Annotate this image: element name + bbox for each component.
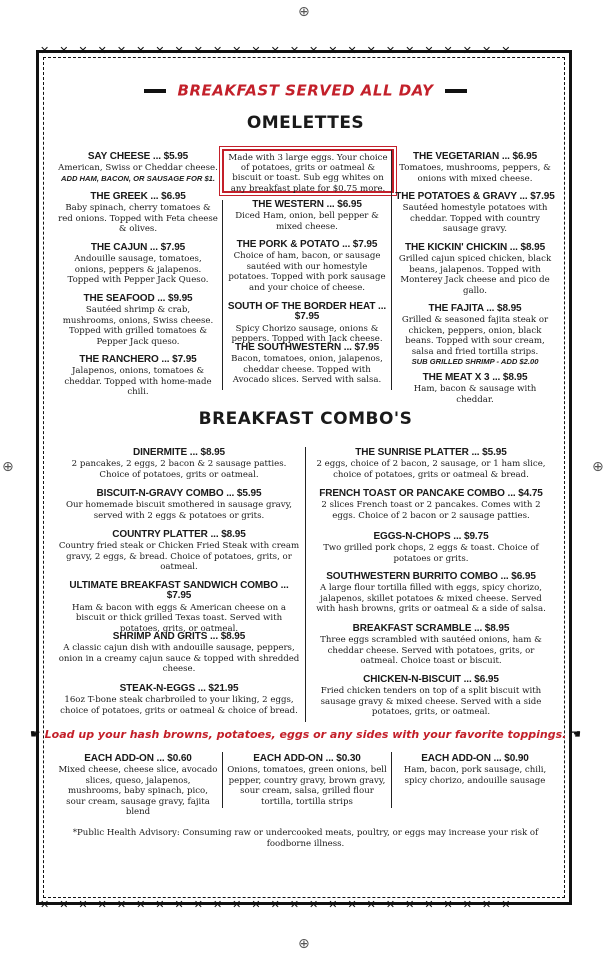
item-desc: Three eggs scrambled with sautéed onions, ham & cheddar cheese. Served with potatoes, grits, or oatmeal. Choice toast or biscuit.: [320, 635, 542, 667]
banner-rule-left: [144, 89, 166, 93]
menu-item-the-seafood: [58, 294, 218, 347]
health-advisory: *Public Health Advisory: Consuming raw or undercooked meats, poultry, or eggs may increase your risk of foodborne illness.: [72, 828, 539, 849]
menu-item-pork-and-potato: [228, 240, 386, 293]
combo-divider: [305, 447, 306, 722]
item-name: EACH ADD-ON ... $0.90: [421, 753, 529, 764]
item-desc: Ham, bacon, pork sausage, chili, spicy chorizo, andouille sausage: [403, 765, 547, 786]
item-desc: Two grilled pork chops, 2 eggs & toast. Choice of potatoes or grits.: [323, 543, 539, 564]
menu-item-steak-n-eggs: [58, 684, 300, 716]
item-desc: Jalapenos, onions, tomatoes & cheddar. Topped with home-made chili.: [64, 366, 212, 398]
item-name: THE SEAFOOD ... $9.95: [83, 293, 193, 304]
menu-item-country-platter: [58, 530, 300, 573]
menu-item-sunrise-platter: [310, 448, 552, 480]
item-desc: Bacon, tomatoes, onion, jalapenos, cheddar cheese. Topped with Avocado slices. Served with salsa.: [231, 354, 383, 386]
item-name: THE MEAT X 3 ... $8.95: [422, 372, 528, 383]
menu-item-the-vegetarian: [394, 152, 556, 184]
item-name: THE WESTERN ... $6.95: [252, 199, 362, 210]
omelette-divider-right: [391, 150, 392, 390]
item-name: CHICKEN-N-BISCUIT ... $6.95: [363, 674, 499, 685]
item-desc: A classic cajun dish with andouille sausage, peppers, onion in a creamy cajun sauce & topped with shredded cheese.: [58, 643, 300, 675]
item-desc: Diced Ham, onion, bell pepper & mixed cheese.: [235, 211, 379, 232]
pointing-hand-right-icon: ☛: [29, 727, 41, 741]
menu-item-the-meat-x3: [394, 373, 556, 405]
item-desc: Country fried steak or Chicken Fried Steak with cream gravy, 2 eggs, & bread. Choice of potatoes, grits, or oatmeal.: [58, 541, 300, 573]
item-name: THE PORK & POTATO ... $7.95: [236, 239, 378, 250]
item-desc: 16oz T-bone steak charbroiled to your liking, 2 eggs, choice of potatoes, grits or oatmeal & choice of bread.: [60, 695, 298, 716]
item-desc: 2 pancakes, 2 eggs, 2 bacon & 2 sausage patties. Choice of potatoes, grits or oatmeal.: [71, 459, 287, 480]
item-desc: 2 eggs, choice of 2 bacon, 2 sausage, or 1 ham slice, choice of potatoes, grits or oatmeal & bread.: [316, 459, 546, 480]
item-name: ULTIMATE BREAKFAST SANDWICH COMBO ... $7.95: [69, 580, 289, 602]
item-name: THE CAJUN ... $7.95: [90, 242, 186, 253]
item-desc: Baby spinach, cherry tomatoes & red onions. Topped with Feta cheese & olives.: [58, 203, 218, 235]
item-name: THE SUNRISE PLATTER ... $5.95: [355, 447, 507, 458]
crop-mark-top: ⊕: [298, 4, 310, 20]
menu-item-chicken-n-biscuit: [310, 675, 552, 718]
omelette-info-box: Made with 3 large eggs. Your choice of potatoes, grits or oatmeal & biscuit or toast. Sub egg whites on any breakfast plate for $0.75 more.: [222, 149, 394, 193]
item-desc: Our homemade biscuit smothered in sausage gravy, served with 2 eggs & potatoes or grits.: [65, 500, 293, 521]
crop-mark-bottom: ⊕: [298, 936, 310, 952]
item-note: ADD HAM, BACON, OR SAUSAGE FOR $1.: [61, 173, 215, 183]
item-desc: Tomatoes, mushrooms, peppers, & onions with mixed cheese.: [399, 163, 551, 184]
item-name: SHRIMP AND GRITS ... $8.95: [112, 631, 246, 642]
addon-divider-right: [391, 752, 392, 808]
menu-item-the-fajita: [394, 304, 556, 367]
item-name: SOUTH OF THE BORDER HEAT ... $7.95: [227, 301, 387, 323]
addon-060: [58, 754, 218, 817]
tagline-text: Load up your hash browns, potatoes, eggs or any sides with your favorite toppings.: [44, 728, 567, 741]
item-name: EACH ADD-ON ... $0.60: [84, 753, 192, 764]
menu-item-shrimp-and-grits: [58, 632, 300, 675]
item-desc: Sautéed homestyle potatoes with cheddar. Topped with country sausage gravy.: [402, 203, 548, 235]
item-desc: Onions, tomatoes, green onions, bell pepper, country gravy, brown gravy, sour cream, salsa, grilled flour tortilla, tortilla strips: [227, 765, 387, 807]
addon-030: [226, 754, 388, 807]
item-desc: 2 slices French toast or 2 pancakes. Comes with 2 eggs. Choice of 2 bacon or 2 sausage patties.: [321, 500, 541, 521]
item-desc: A large flour tortilla filled with eggs, spicy chorizo, jalapenos, skillet potatoes & mixed cheese. Served with hash browns, grits or oatmeal & a side of salsa.: [316, 583, 546, 615]
item-desc: Grilled cajun spiced chicken, black beans, jalapenos. Topped with Monterey Jack cheese and pico de gallo.: [398, 254, 552, 296]
menu-item-biscuit-n-gravy: [58, 489, 300, 521]
menu-item-southwestern-burrito: [310, 572, 552, 615]
toppings-tagline: [0, 727, 611, 741]
banner-rule-right: [445, 89, 467, 93]
item-desc: Mixed cheese, cheese slice, avocado slices, queso, jalapenos, mushrooms, baby spinach, pico, sour cream, sausage gravy, fajita blend: [58, 765, 218, 818]
item-name: THE RANCHERO ... $7.95: [79, 354, 197, 365]
pointing-hand-left-icon: ☚: [570, 727, 582, 741]
item-name: BISCUIT-N-GRAVY COMBO ... $5.95: [96, 488, 262, 499]
item-name: STEAK-N-EGGS ... $21.95: [119, 683, 239, 694]
barb-top: ✕✕✕✕✕✕✕✕✕✕✕✕✕✕✕✕✕✕✕✕✕✕✕✕✕: [40, 45, 521, 56]
menu-item-say-cheese: [58, 152, 218, 184]
menu-item-french-toast-combo: [310, 489, 552, 521]
menu-item-breakfast-scramble: [310, 624, 552, 667]
item-name: THE SOUTHWESTERN ... $7.95: [234, 342, 380, 353]
addon-090: [394, 754, 556, 786]
item-name: SOUTHWESTERN BURRITO COMBO ... $6.95: [326, 571, 536, 582]
item-name: DINERMITE ... $8.95: [132, 447, 226, 458]
item-desc: American, Swiss or Cheddar cheese.: [58, 163, 218, 174]
served-all-day-banner: [0, 80, 611, 100]
item-name: EACH ADD-ON ... $0.30: [253, 753, 361, 764]
item-desc: Choice of ham, bacon, or sausage sautéed with our homestyle potatoes. Topped with pork sausage and your choice of cheese.: [228, 251, 386, 293]
item-desc: Ham & bacon with eggs & American cheese on a biscuit or thick grilled Texas toast. Served with potatoes, grits, or oatmeal.: [71, 602, 286, 634]
item-name: THE KICKIN' CHICKIN ... $8.95: [404, 242, 546, 253]
item-desc: Spicy Chorizo sausage, onions & peppers. Topped with Jack cheese.: [231, 323, 383, 345]
menu-item-south-of-the-border: [226, 302, 388, 345]
omelettes-heading: OMELETTES: [246, 113, 365, 133]
item-desc: Grilled & seasoned fajita steak or chicken, peppers, onion, black beans. Topped with sour cream, salsa and fried tortilla strips.: [401, 315, 549, 357]
item-desc: Sautéed shrimp & crab, mushrooms, onions, Swiss cheese. Topped with grilled tomatoes & Pepper Jack queso.: [62, 305, 214, 347]
item-name: THE FAJITA ... $8.95: [428, 303, 522, 314]
menu-item-the-western: [228, 200, 386, 232]
omelette-divider-left: [222, 200, 223, 390]
item-name: EGGS-N-CHOPS ... $9.75: [373, 531, 489, 542]
menu-item-dinermite: [58, 448, 300, 480]
menu-item-the-southwestern: [228, 343, 386, 386]
item-name: THE POTATOES & GRAVY ... $7.95: [395, 191, 555, 202]
item-name: BREAKFAST SCRAMBLE ... $8.95: [352, 623, 510, 634]
addon-divider-left: [222, 752, 223, 808]
crop-mark-right: ⊕: [592, 459, 604, 475]
menu-item-the-greek: [58, 192, 218, 235]
item-name: FRENCH TOAST OR PANCAKE COMBO ... $4.75: [319, 488, 543, 499]
menu-item-eggs-n-chops: [310, 532, 552, 564]
item-note: SUB GRILLED SHRIMP - ADD $2.00: [411, 357, 539, 367]
item-name: SAY CHEESE ... $5.95: [87, 151, 189, 162]
combos-heading: BREAKFAST COMBO'S: [198, 409, 413, 429]
item-desc: Andouille sausage, tomatoes, onions, peppers & jalapenos. Topped with Pepper Jack Queso.: [67, 254, 209, 286]
menu-item-potatoes-and-gravy: [394, 192, 556, 235]
menu-item-the-cajun: [58, 243, 218, 286]
item-desc: Ham, bacon & sausage with cheddar.: [413, 384, 537, 405]
crop-mark-left: ⊕: [2, 459, 14, 475]
menu-item-the-ranchero: [58, 355, 218, 398]
item-name: THE GREEK ... $6.95: [90, 191, 186, 202]
menu-item-kickin-chickin: [394, 243, 556, 296]
item-desc: Fried chicken tenders on top of a split biscuit with sausage gravy & mixed cheese. Served with a side potatoes, grits, or oatmeal.: [320, 686, 542, 718]
barb-bottom: ✕✕✕✕✕✕✕✕✕✕✕✕✕✕✕✕✕✕✕✕✕✕✕✕✕: [40, 899, 521, 910]
item-name: COUNTRY PLATTER ... $8.95: [112, 529, 246, 540]
banner-text: BREAKFAST SERVED ALL DAY: [177, 81, 434, 100]
menu-item-ultimate-sandwich: [58, 581, 300, 634]
item-name: THE VEGETARIAN ... $6.95: [412, 151, 538, 162]
